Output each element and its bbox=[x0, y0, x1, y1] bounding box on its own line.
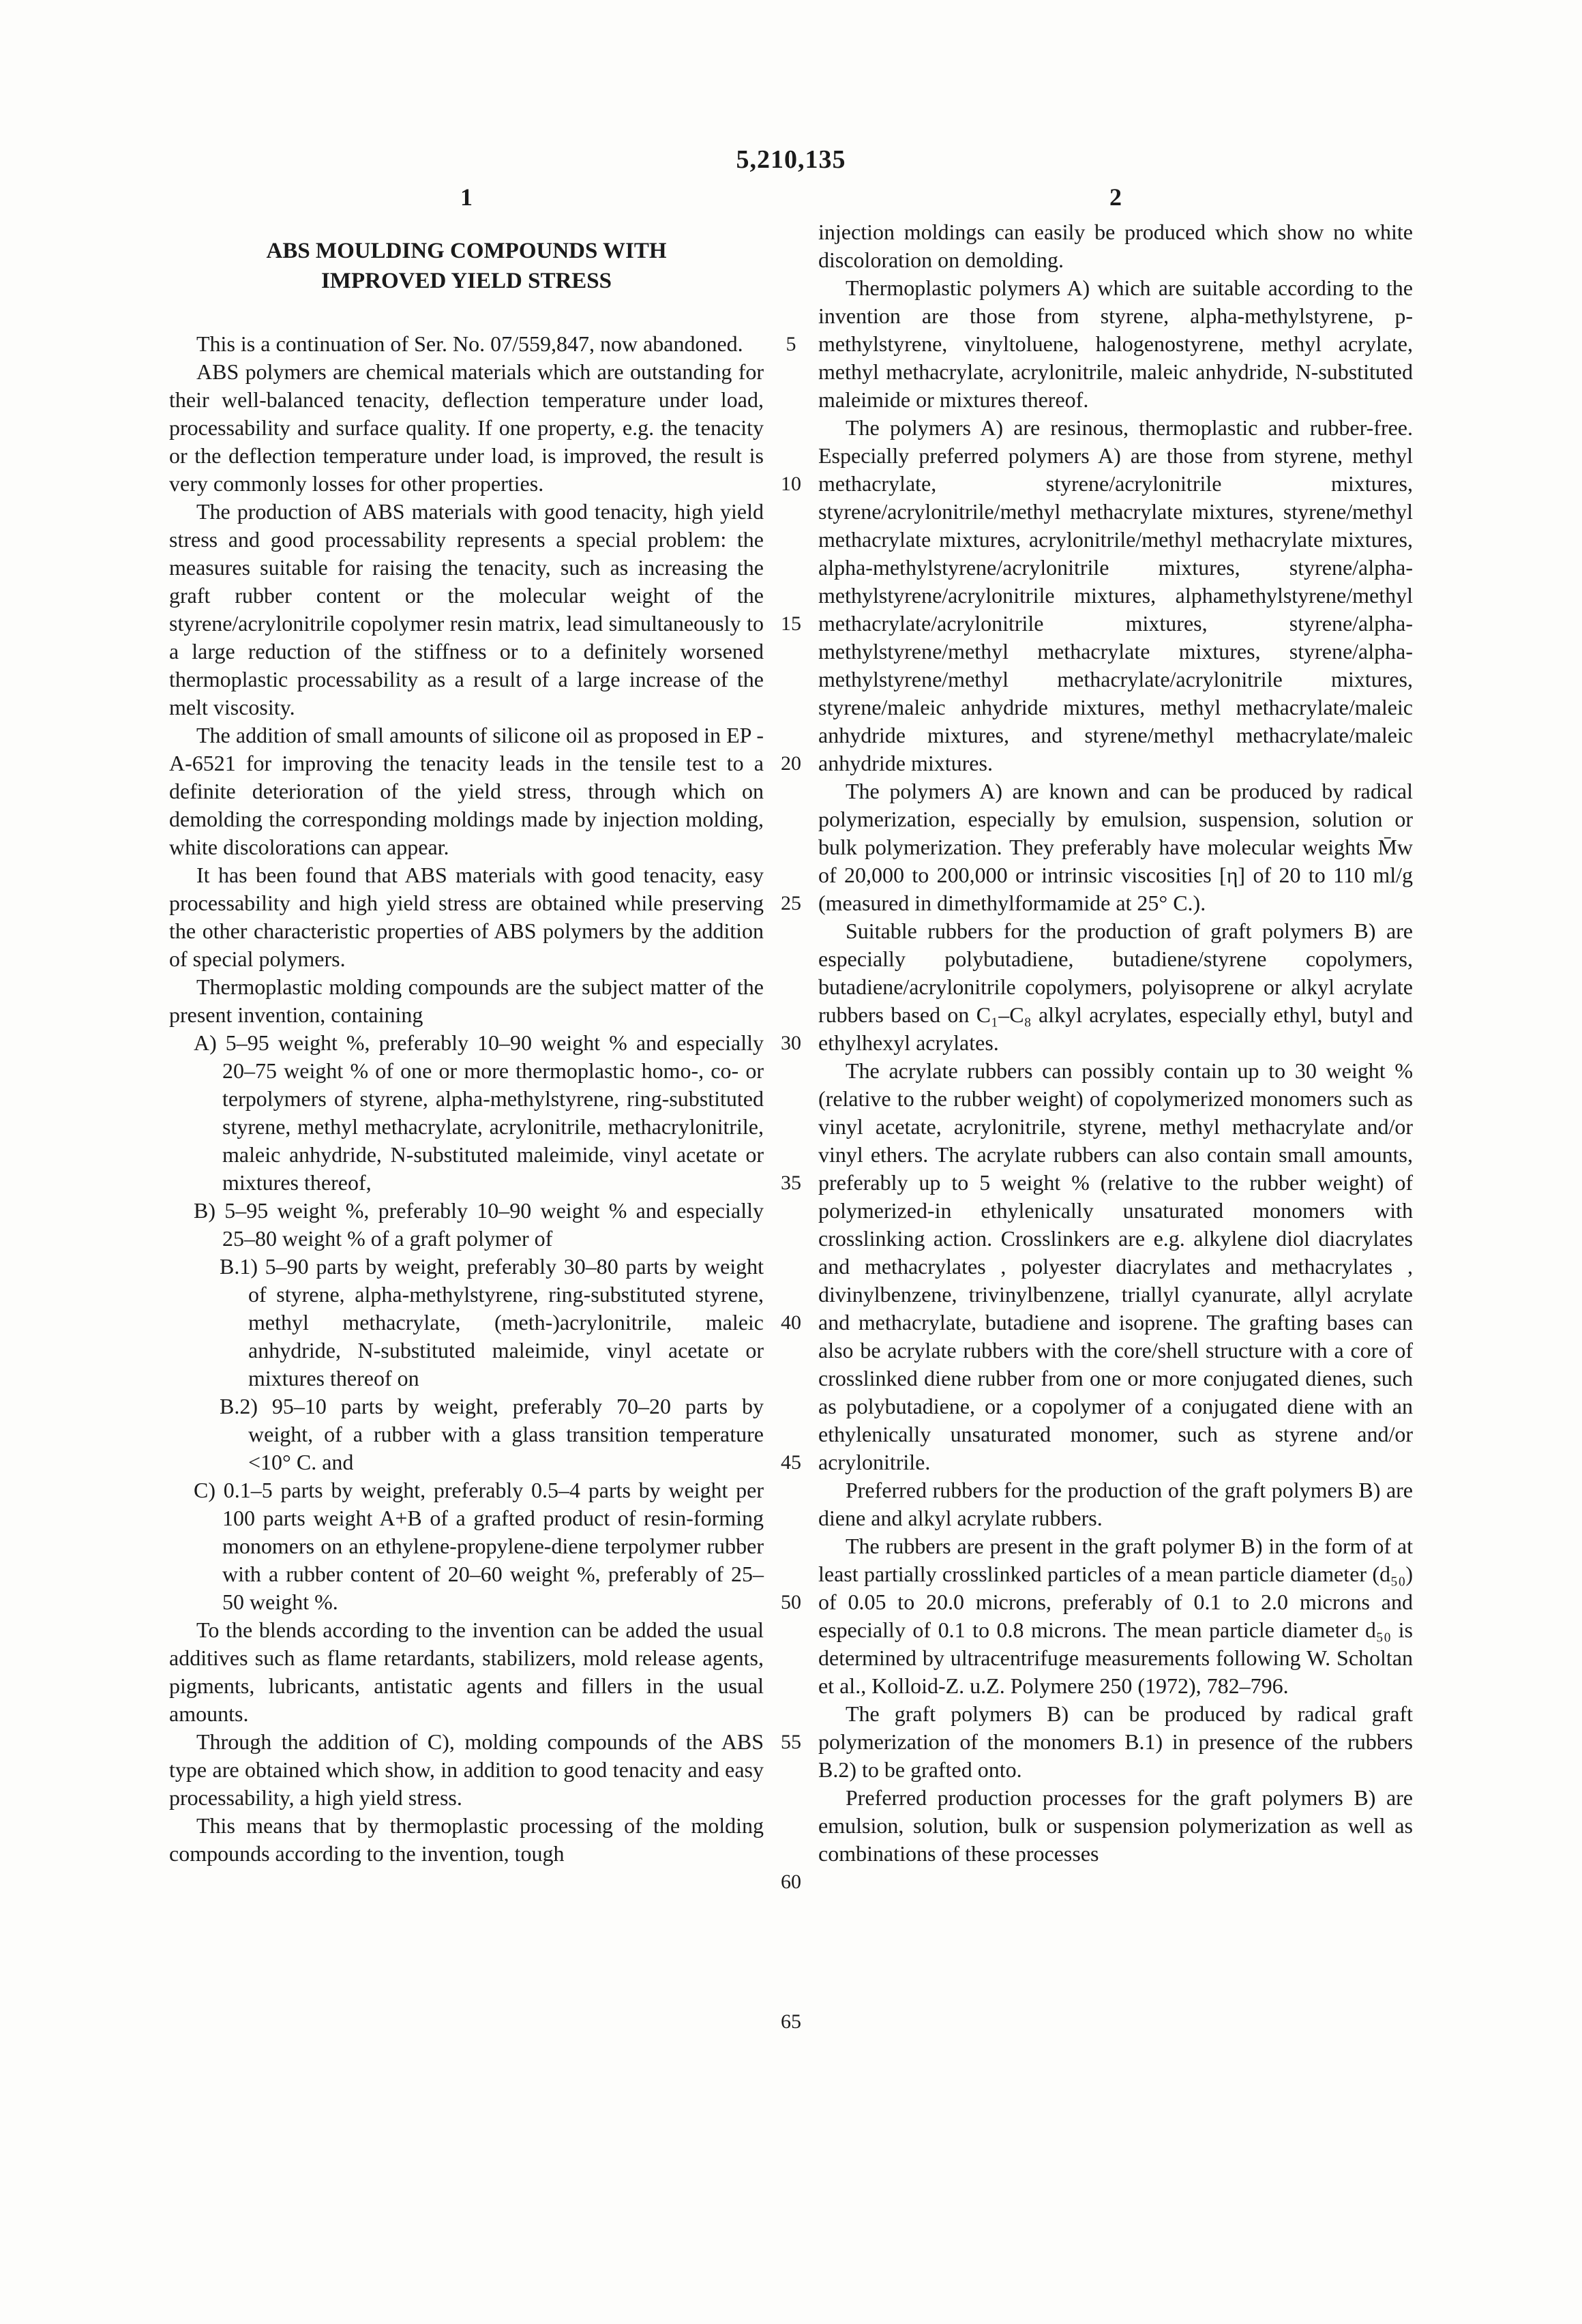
paragraph: C) 0.1–5 parts by weight, preferably 0.5–4 parts by weight per 100 parts weight A+B of a grafted product of resin-forming monomers on an ethylene-propylene-diene terpolymer rubber with a rubber content of 20–60 weight %, preferably of 25–50 weight %. bbox=[194, 1478, 764, 1614]
paragraph: Preferred rubbers for the production of the graft polymers B) are diene and alkyl acrylate rubbers. bbox=[818, 1478, 1413, 1530]
paragraph: Through the addition of C), molding compounds of the ABS type are obtained which show, in addition to good tenacity and easy processability, a high yield stress. bbox=[169, 1729, 764, 1810]
paragraph: Suitable rubbers for the production of graft polymers B) are especially polybutadiene, butadiene/styrene copolymers, butadiene/acrylonitrile copolymers, polyisoprene or alkyl acrylate rubbers based on C₁–C₈ alkyl acrylates, especially ethyl, butyl and ethylhexyl acrylates. bbox=[818, 919, 1413, 1055]
paragraph: The rubbers are present in the graft polymer B) in the form of at least partially crosslinked particles of a mean particle diameter (d₅₀) of 0.05 to 20.0 microns, preferably of 0.1 to 2.0 microns and especially of 0.1 to 0.8 microns. The mean particle diameter d₅₀ is determined by ultracentrifuge measurements following W. Scholtan et al., Kolloid-Z. u.Z. Polymere 250 (1972), 782–796. bbox=[818, 1534, 1413, 1698]
invention-title bbox=[169, 218, 764, 330]
paragraph: It has been found that ABS materials with good tenacity, easy processability and high yield stress are obtained while preserving the other characteristic properties of ABS polymers by the addition of special polymers. bbox=[169, 863, 764, 971]
paragraph: A) 5–95 weight %, preferably 10–90 weight % and especially 20–75 weight % of one or more thermoplastic homo-, co- or terpolymers of styrene, alpha-methylstyrene, ring-substituted styrene, methyl methacrylate, acrylonitrile, methacrylonitrile, maleic anhydride, N-substituted maleimide, vinyl acetate or mixtures thereof, bbox=[194, 1030, 764, 1195]
column-number-right: 2 bbox=[1109, 183, 1122, 211]
line-number: 65 bbox=[781, 2010, 801, 2033]
paragraph: The graft polymers B) can be produced by radical graft polymerization of the monomers B.1) in presence of the rubbers B.2) to be grafted onto. bbox=[818, 1701, 1413, 1782]
paragraph: This is a continuation of Ser. No. 07/559,847, now abandoned. bbox=[196, 331, 743, 356]
invention-title-line2: IMPROVED YIELD STRESS bbox=[320, 269, 612, 293]
paragraph: The polymers A) are resinous, thermoplastic and rubber-free. Especially preferred polymers A) are those from styrene, methyl methacrylate, styrene/acrylonitrile mixtures, styrene/acrylonitrile/methyl methacrylate mixtures, styrene/methyl methacrylate mixtures, acrylonitrile/methyl methacrylate mixtures, alpha-methylstyrene/acrylonitrile mixtures, styrene/alpha-methylstyrene/acrylonitrile mixtures, alphamethylstyrene/methyl methacrylate/acrylonitrile mixtures, styrene/alpha-methylstyrene/methyl methacrylate mixtures, styrene/alpha-methylstyrene/methyl methacrylate/acrylonitrile mixtures, styrene/maleic anhydride mixtures, methyl methacrylate/maleic anhydride mixtures, and styrene/methyl methacrylate/maleic anhydride mixtures. bbox=[818, 415, 1413, 775]
line-number: 15 bbox=[781, 612, 801, 635]
line-number: 35 bbox=[781, 1172, 801, 1194]
line-number: 50 bbox=[781, 1591, 801, 1613]
right-column-text bbox=[818, 218, 1413, 1868]
line-number: 10 bbox=[781, 473, 801, 495]
left-column bbox=[169, 218, 764, 1868]
right-column bbox=[818, 218, 1413, 1868]
invention-title-line1: ABS MOULDING COMPOUNDS WITH bbox=[266, 239, 667, 263]
paragraph: B.2) 95–10 parts by weight, preferably 70–20 parts by weight, of a rubber with a glass transition temperature <10° C. and bbox=[220, 1394, 764, 1474]
line-number: 60 bbox=[781, 1871, 801, 1893]
paragraph: Preferred production processes for the graft polymers B) are emulsion, solution, bulk or suspension polymerization as well as combinations of these processes bbox=[818, 1785, 1413, 1866]
paragraph: The polymers A) are known and can be produced by radical polymerization, especially by emulsion, suspension, solution or bulk polymerization. They preferably have molecular weights M̄w of 20,000 to 200,000 or intrinsic viscosities [η] of 20 to 110 ml/g (measured in dimethylformamide at 25° C.). bbox=[818, 779, 1413, 915]
line-number-gutter bbox=[764, 218, 818, 2033]
paragraph: The production of ABS materials with good tenacity, high yield stress and good processability represents a special problem: the measures suitable for raising the tenacity, such as increasing the graft rubber content or the molecular weight of the styrene/acrylonitrile copolymer resin matrix, lead simultaneously to a large reduction of the stiffness or to a definitely worsened thermoplastic processability as a result of a large increase of the melt viscosity. bbox=[169, 499, 764, 719]
paragraph: The acrylate rubbers can possibly contain up to 30 weight % (relative to the rubber weight) of copolymerized monomers such as vinyl acetate, acrylonitrile, styrene, methyl methacrylate and/or vinyl ethers. The acrylate rubbers can also contain small amounts, preferably up to 5 weight % (relative to the rubber weight) of polymerized-in ethylenically unsaturated monomers with crosslinking action. Crosslinkers are e.g. alkylene diol diacrylates and methacrylates , polyester diacrylates and methacrylates , divinylbenzene, trivinylbenzene, triallyl cyanurate, allyl acrylate and methacrylate, butadiene and isoprene. The grafting bases can also be acrylate rubbers with the core/shell structure with a core of crosslinked diene rubber from one or more conjugated dienes, such as polybutadiene, or a copolymer of a conjugated diene with an ethylenically unsaturated monomer, such as styrene and/or acrylonitrile. bbox=[818, 1058, 1413, 1474]
line-number: 5 bbox=[786, 333, 796, 355]
paragraph: Thermoplastic molding compounds are the subject matter of the present invention, containing bbox=[169, 974, 764, 1027]
line-number: 40 bbox=[781, 1311, 801, 1334]
paragraph: To the blends according to the invention can be added the usual additives such as flame retardants, stabilizers, mold release agents, pigments, lubricants, antistatic agents and fillers in the usual amounts. bbox=[169, 1618, 764, 1726]
paragraph: B) 5–95 weight %, preferably 10–90 weight % and especially 25–80 weight % of a graft polymer of bbox=[194, 1198, 764, 1251]
paragraph: ABS polymers are chemical materials which are outstanding for their well-balanced tenacity, deflection temperature under load, processability and surface quality. If one property, e.g. the tenacity or the deflection temperature under load, is improved, the result is very commonly losses for other properties. bbox=[169, 359, 764, 496]
paragraph: injection moldings can easily be produced which show no white discoloration on demolding. bbox=[818, 220, 1413, 272]
paragraph: This means that by thermoplastic processing of the molding compounds according to the invention, tough bbox=[169, 1813, 764, 1866]
line-number: 30 bbox=[781, 1032, 801, 1054]
left-column-text bbox=[169, 330, 764, 1868]
line-number: 55 bbox=[781, 1731, 801, 1753]
paragraph: The addition of small amounts of silicone oil as proposed in EP -A-6521 for improving the tenacity leads in the tensile test to a definite deterioration of the yield stress, through which on demolding the corresponding moldings made by injection molding, white discolorations can appear. bbox=[169, 723, 764, 859]
patent-number: 5,210,135 bbox=[736, 145, 846, 174]
line-number: 45 bbox=[781, 1451, 801, 1474]
paragraph: B.1) 5–90 parts by weight, preferably 30–80 parts by weight of styrene, alpha-methylstyrene, ring-substituted styrene, methyl methacrylate, (meth-)acrylonitrile, maleic anhydride, N-substituted maleimide, vinyl acetate or mixtures thereof on bbox=[220, 1254, 764, 1390]
line-number: 25 bbox=[781, 892, 801, 914]
line-number: 20 bbox=[781, 752, 801, 775]
column-number-left: 1 bbox=[460, 183, 473, 211]
page-body bbox=[169, 218, 1413, 2033]
paragraph: Thermoplastic polymers A) which are suitable according to the invention are those from styrene, alpha-methylstyrene, p-methylstyrene, vinyltoluene, halogenostyrene, methyl acrylate, methyl methacrylate, acrylonitrile, maleic anhydride, N-substituted maleimide or mixtures thereof. bbox=[818, 275, 1413, 412]
